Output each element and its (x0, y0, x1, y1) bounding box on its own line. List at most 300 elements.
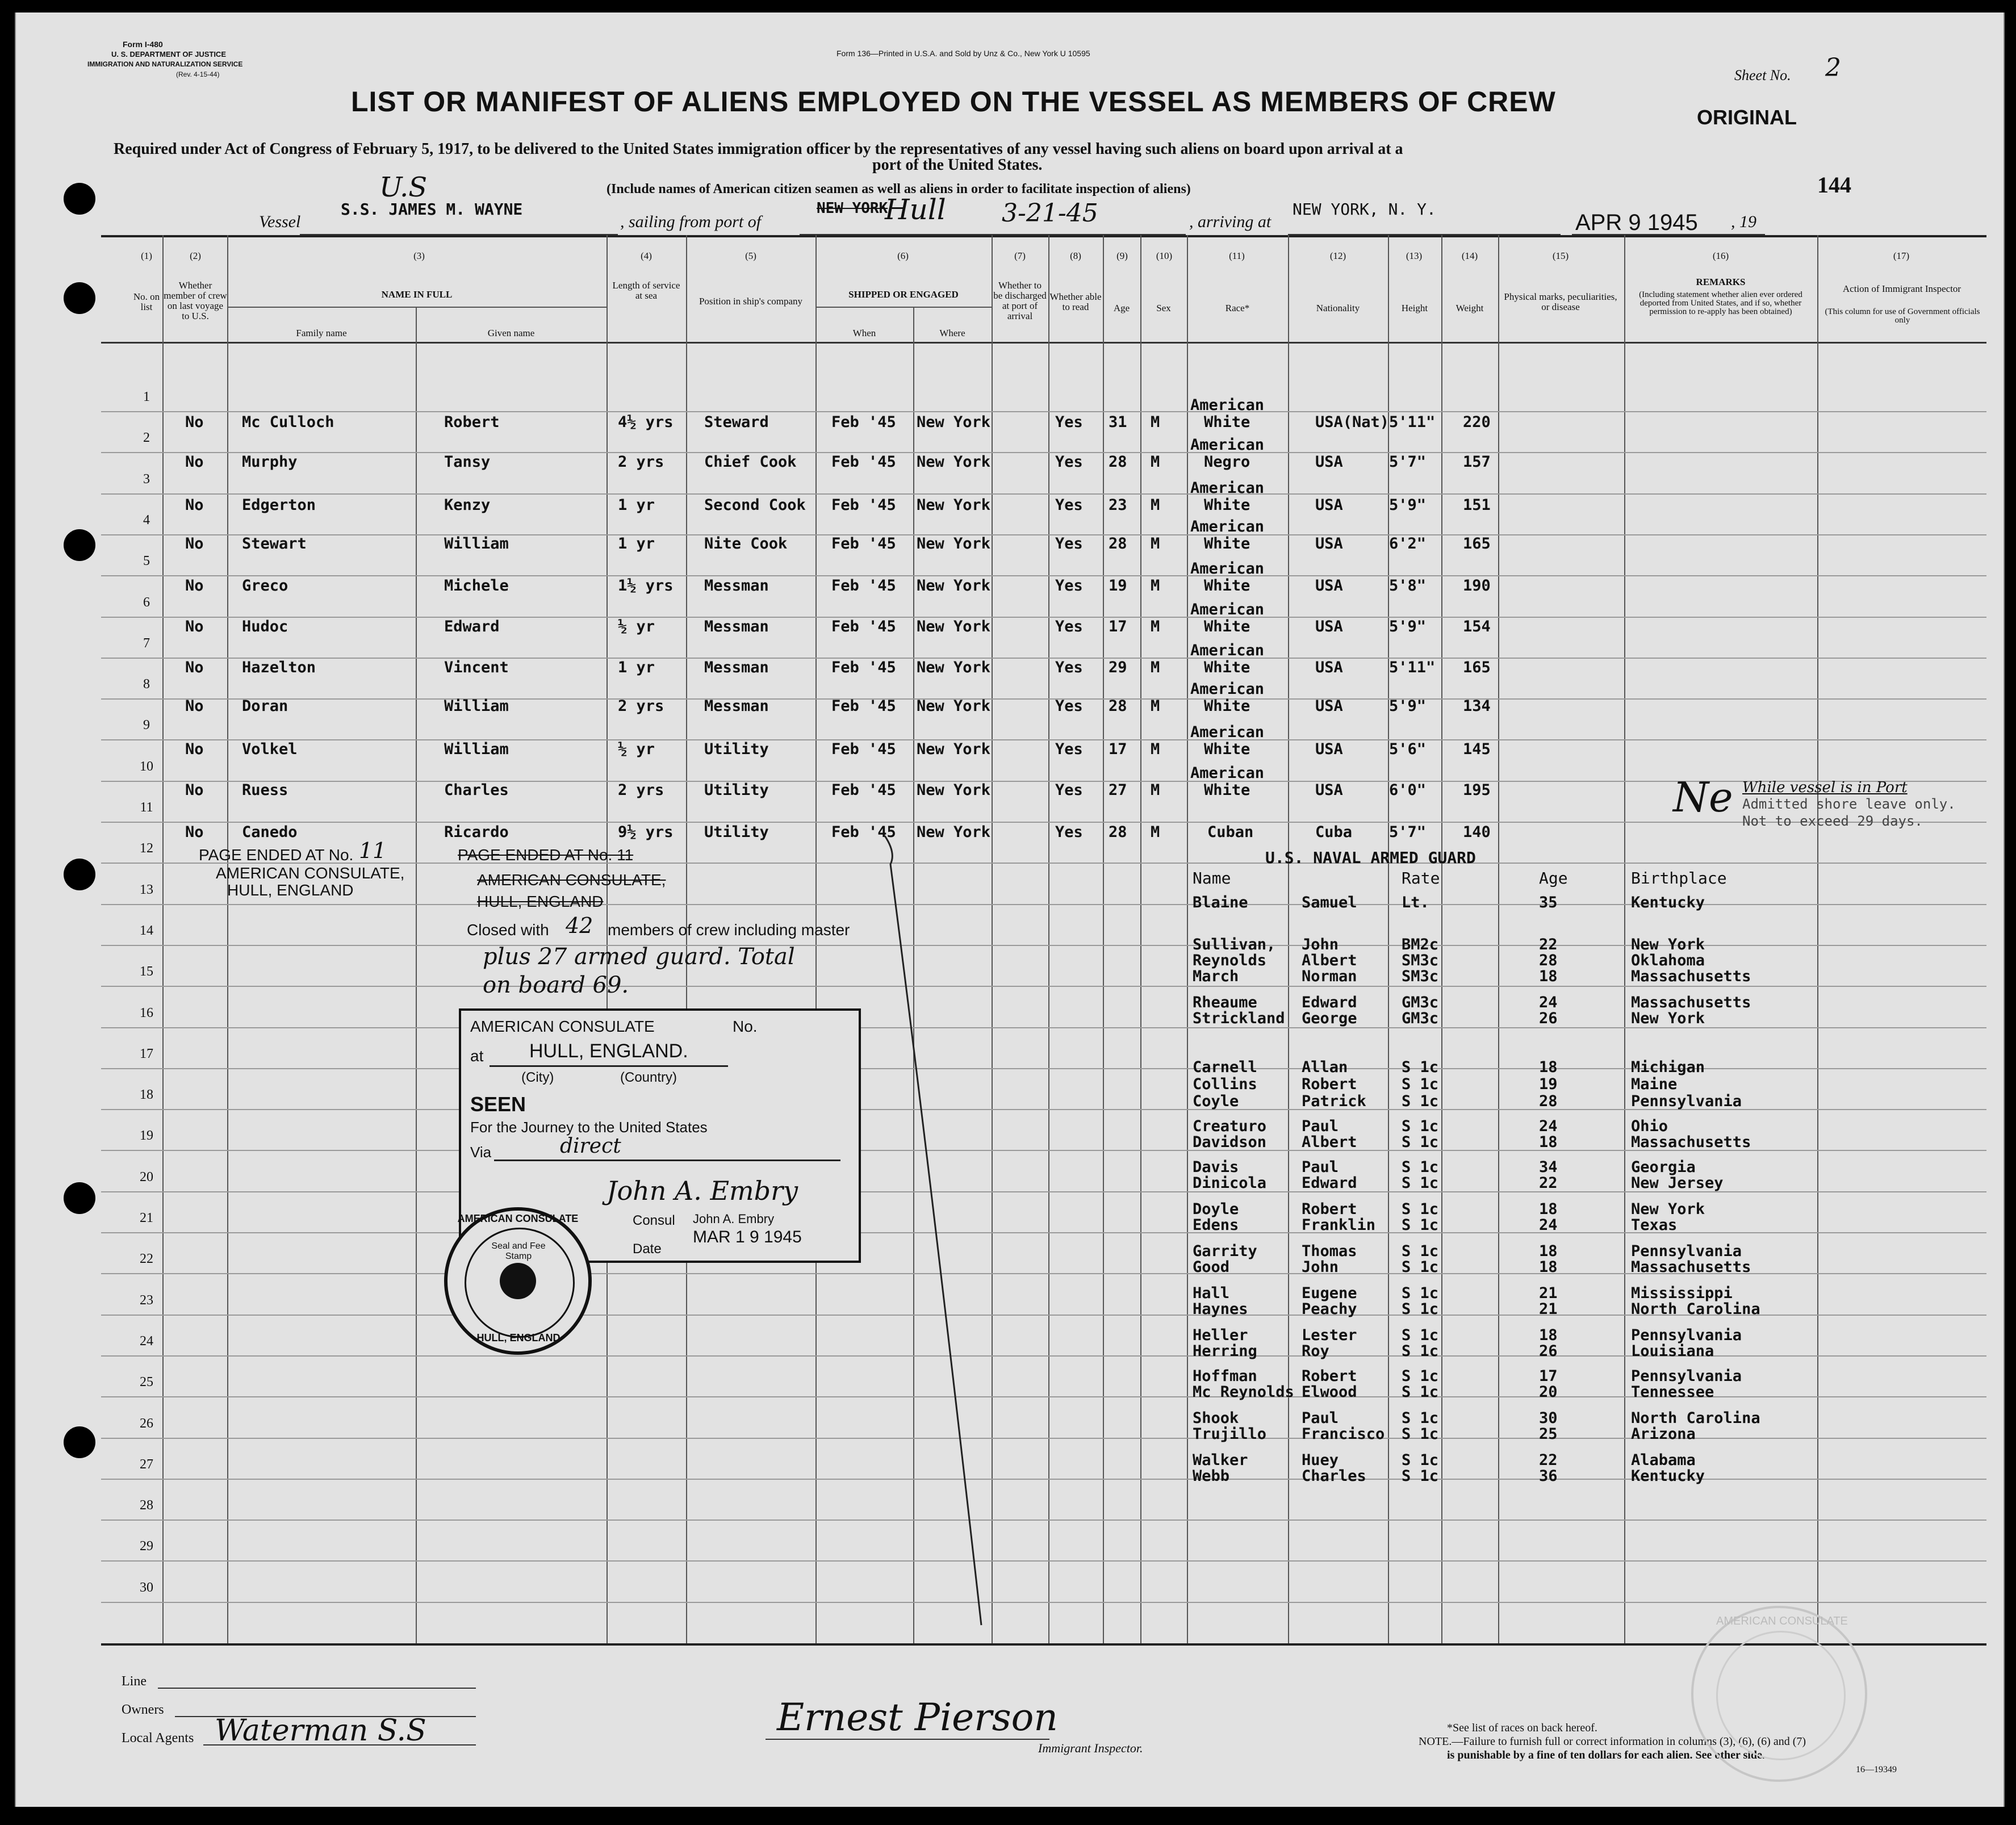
crew-race-line2: White (1204, 740, 1250, 758)
header-nationality: Nationality (1316, 303, 1360, 313)
crew-nationality: USA (1315, 740, 1343, 758)
embossed-seal-text: AMERICAN CONSULATE (1716, 1615, 1848, 1627)
guard-birthplace: Maine (1631, 1075, 1678, 1093)
guard-family-name: Collins (1193, 1075, 1257, 1093)
row-rule (101, 411, 1986, 412)
header-height: Height (1401, 303, 1428, 313)
crew-last-voyage: No (185, 413, 204, 431)
crew-family-name: Ruess (242, 781, 288, 799)
crew-read: Yes (1055, 577, 1083, 595)
crew-sex: M (1151, 453, 1160, 471)
guard-rate: S 1c (1402, 1133, 1439, 1151)
printer-note: Form 136—Printed in U.S.A. and Sold by Unz & Co., New York U 10595 (836, 49, 1090, 58)
colnum: (2) (190, 250, 201, 261)
guard-age: 19 (1539, 1075, 1558, 1093)
line-number: 3 (143, 472, 150, 487)
guard-age: 17 (1539, 1367, 1558, 1385)
crew-position: Utility (704, 740, 769, 758)
guard-given-name: Robert (1302, 1367, 1357, 1385)
guard-age: 21 (1539, 1284, 1558, 1302)
guard-rate: S 1c (1402, 1451, 1439, 1469)
crew-nationality: USA (1315, 453, 1343, 471)
crew-race-line1: American (1190, 396, 1265, 414)
colnum: (16) (1712, 250, 1729, 261)
guard-family-name: Dinicola (1193, 1174, 1267, 1192)
header-where: Where (939, 328, 965, 338)
crew-given-name: Kenzy (444, 496, 491, 514)
crew-nationality: USA(Nat) (1315, 413, 1390, 431)
guard-age: 26 (1539, 1342, 1558, 1360)
guard-birthplace: Texas (1631, 1216, 1678, 1234)
guard-rate: S 1c (1402, 1075, 1439, 1093)
crew-sex: M (1151, 823, 1160, 841)
guard-birthplace: Tennessee (1631, 1383, 1714, 1401)
crew-read: Yes (1055, 535, 1083, 552)
footer-line-label: Line (122, 1674, 147, 1689)
inspector-label: Immigrant Inspector. (1038, 1741, 1143, 1755)
crew-height: 5'11" (1389, 659, 1436, 676)
stamp-city: (City) (521, 1070, 554, 1085)
crew-race-line2: Negro (1204, 453, 1250, 471)
crew-where: New York (917, 496, 991, 514)
guard-age: 34 (1539, 1158, 1558, 1176)
crew-when: Feb '45 (831, 496, 896, 514)
line-number: 13 (140, 882, 153, 897)
footer-note-fine: is punishable by a fine of ten dollars for each alien. See other side. (1447, 1749, 1765, 1761)
line-number: 5 (143, 554, 150, 568)
crew-weight: 195 (1463, 781, 1491, 799)
stamp-country: (Country) (620, 1070, 677, 1085)
crew-service: ½ yr (618, 618, 655, 635)
guard-rate: S 1c (1402, 1216, 1439, 1234)
guard-family-name: Walker (1193, 1451, 1248, 1469)
crew-read: Yes (1055, 781, 1083, 799)
colnum: (5) (745, 250, 756, 261)
guard-birthplace: Ohio (1631, 1117, 1668, 1135)
guard-birthplace: North Carolina (1631, 1409, 1760, 1427)
crew-read: Yes (1055, 413, 1083, 431)
crew-position: Nite Cook (704, 535, 788, 552)
header-discharged: Whether to be discharged at port of arrival (993, 280, 1047, 321)
guard-family-name: Reynolds (1193, 952, 1267, 969)
colnum: (11) (1229, 250, 1245, 261)
crew-where: New York (917, 823, 991, 841)
closed-number: 42 (566, 913, 593, 938)
row-rule (101, 575, 1986, 576)
crew-service: 2 yrs (618, 453, 664, 471)
footer-code: 16—19349 (1856, 1765, 1897, 1774)
header-name-in-full: NAME IN FULL (381, 289, 453, 300)
header-able-to-read: Whether able to read (1049, 291, 1102, 312)
guard-given-name: Albert (1302, 952, 1357, 969)
crew-nationality: USA (1315, 535, 1343, 552)
year-suffix: , 19 (1731, 212, 1756, 231)
crew-last-voyage: No (185, 496, 204, 514)
guard-birthplace: New York (1631, 1010, 1705, 1027)
guard-header-name: Name (1193, 869, 1231, 888)
page-ended-consulate: AMERICAN CONSULATE, (216, 864, 405, 882)
crew-height: 6'2" (1389, 535, 1427, 552)
guard-rate: S 1c (1402, 1242, 1439, 1260)
crew-when: Feb '45 (831, 697, 896, 715)
guard-birthplace: Pennsylvania (1631, 1093, 1742, 1110)
crew-when: Feb '45 (831, 740, 896, 758)
armed-guard-title: U.S. NAVAL ARMED GUARD (1265, 848, 1476, 867)
crew-read: Yes (1055, 740, 1083, 758)
crew-race-line1: American (1190, 723, 1265, 741)
crew-family-name: Stewart (242, 535, 307, 552)
crew-sex: M (1151, 413, 1160, 431)
crew-where: New York (917, 659, 991, 676)
guard-rate: S 1c (1402, 1200, 1439, 1218)
stamp-via-hand: direct (560, 1135, 621, 1158)
crew-service: 1 yr (618, 496, 655, 514)
guard-age: 35 (1539, 894, 1558, 911)
crew-age: 19 (1109, 577, 1127, 595)
crew-read: Yes (1055, 823, 1083, 841)
guard-given-name: Patrick (1302, 1093, 1366, 1110)
closed-label: Closed with (467, 921, 549, 939)
footer-owners-label: Owners (122, 1702, 164, 1717)
include-note: (Include names of American citizen seamen as well as aliens in order to facilitate inspection of aliens) (607, 182, 1191, 196)
crew-weight: 190 (1463, 577, 1491, 595)
guard-given-name: Norman (1302, 968, 1357, 985)
closed-rest: members of crew including master (608, 921, 850, 939)
guard-birthplace: Kentucky (1631, 894, 1705, 911)
guard-age: 20 (1539, 1383, 1558, 1401)
guard-birthplace: Oklahoma (1631, 952, 1705, 969)
guard-family-name: Carnell (1193, 1058, 1257, 1076)
crew-where: New York (917, 697, 991, 715)
crew-where: New York (917, 577, 991, 595)
header-shipped: SHIPPED OR ENGAGED (848, 289, 959, 300)
guard-rate: S 1c (1402, 1467, 1439, 1485)
crew-family-name: Greco (242, 577, 288, 595)
guard-given-name: Peachy (1302, 1300, 1357, 1318)
guard-rate: S 1c (1402, 1174, 1439, 1192)
crew-height: 5'9" (1389, 697, 1427, 715)
guard-birthplace: Louisiana (1631, 1342, 1714, 1360)
punch-hole (64, 1426, 95, 1458)
crew-service: 1 yr (618, 659, 655, 676)
crew-sex: M (1151, 496, 1160, 514)
crew-race-line2: White (1204, 659, 1250, 676)
punch-hole (64, 282, 95, 314)
colnum: (10) (1156, 250, 1173, 261)
guard-birthplace: Massachusetts (1631, 1133, 1751, 1151)
crew-age: 28 (1109, 697, 1127, 715)
crew-race-line1: American (1190, 642, 1265, 659)
guard-rate: BM2c (1402, 936, 1439, 953)
guard-rate: S 1c (1402, 1326, 1439, 1344)
crew-when: Feb '45 (831, 659, 896, 676)
header-action-note: (This column for use of Government officials only (1825, 307, 1980, 325)
page-number: 144 (1817, 172, 1851, 198)
guard-age: 28 (1539, 1093, 1558, 1110)
line-number: 19 (140, 1128, 153, 1143)
crew-last-voyage: No (185, 618, 204, 635)
guard-given-name: Edward (1302, 994, 1357, 1011)
guard-given-name: Allan (1302, 1058, 1348, 1076)
colnum: (12) (1329, 250, 1346, 261)
embossed-seal (1691, 1606, 1867, 1782)
crew-weight: 165 (1463, 535, 1491, 552)
guard-family-name: Creaturo (1193, 1117, 1267, 1135)
guard-given-name: Thomas (1302, 1242, 1357, 1260)
crew-position: Messman (704, 659, 769, 676)
line-number: 14 (140, 923, 153, 938)
crew-given-name: William (444, 740, 509, 758)
crew-sex: M (1151, 659, 1160, 676)
header-remarks: REMARKS (1696, 277, 1746, 287)
line-number: 15 (140, 964, 153, 979)
crew-height: 5'6" (1389, 740, 1427, 758)
crew-service: 2 yrs (618, 781, 664, 799)
crew-weight: 145 (1463, 740, 1491, 758)
required-text-1: Required under Act of Congress of February 5, 1917, to be delivered to the United States immigration officer by the representatives of any vessel having such aliens on board upon arrival at a (114, 140, 1403, 158)
row-rule (101, 822, 1986, 823)
colnum: (9) (1116, 250, 1128, 261)
arriving-port: NEW YORK, N. Y. (1293, 200, 1436, 219)
crew-position: Steward (704, 413, 769, 431)
guard-given-name: Charles (1302, 1467, 1366, 1485)
form-title: LIST OR MANIFEST OF ALIENS EMPLOYED ON THE VESSEL AS MEMBERS OF CREW (351, 86, 1556, 118)
crew-family-name: Hudoc (242, 618, 288, 635)
vessel-name: S.S. JAMES M. WAYNE (341, 200, 523, 219)
stamp-at: at (470, 1047, 484, 1065)
page-ended-struck: PAGE ENDED AT No. 11 (458, 846, 634, 864)
row-rule (101, 1027, 1986, 1028)
crew-age: 31 (1109, 413, 1127, 431)
crew-age: 17 (1109, 618, 1127, 635)
header-sex: Sex (1156, 303, 1171, 313)
guard-given-name: George (1302, 1010, 1357, 1027)
total-on-board: on board 69. (483, 972, 629, 998)
page-ended-label: PAGE ENDED AT No. (199, 846, 354, 864)
guard-family-name: Herring (1193, 1342, 1257, 1360)
row-rule (101, 1232, 1986, 1233)
guard-family-name: Haynes (1193, 1300, 1248, 1318)
guard-rate: GM3c (1402, 994, 1439, 1011)
line-number: 6 (143, 595, 150, 610)
line-number: 20 (140, 1170, 153, 1184)
crew-race-line2: White (1204, 781, 1250, 799)
place-struck: HULL, ENGLAND (477, 893, 604, 910)
line-number: 10 (140, 759, 153, 774)
port-hull: Hull (885, 193, 946, 226)
crew-race-line1: American (1190, 764, 1265, 782)
guard-given-name: Franklin (1302, 1216, 1376, 1234)
guard-age: 18 (1539, 1200, 1558, 1218)
guard-header-rate: Rate (1402, 869, 1440, 888)
crew-service: 1 yr (618, 535, 655, 552)
crew-last-voyage: No (185, 740, 204, 758)
guard-given-name: Francisco (1302, 1425, 1385, 1443)
guard-birthplace: North Carolina (1631, 1300, 1760, 1318)
remarks-shore-leave: Admitted shore leave only. (1742, 796, 1956, 812)
stamp-date: MAR 1 9 1945 (693, 1228, 802, 1246)
guard-given-name: Albert (1302, 1133, 1357, 1151)
crew-position: Utility (704, 781, 769, 799)
guard-age: 25 (1539, 1425, 1558, 1443)
guard-rate: S 1c (1402, 1409, 1439, 1427)
crew-where: New York (917, 781, 991, 799)
page-ended-number: 11 (359, 838, 387, 863)
crew-last-voyage: No (185, 781, 204, 799)
crew-where: New York (917, 740, 991, 758)
guard-birthplace: Massachusetts (1631, 968, 1751, 985)
row-rule (101, 534, 1986, 535)
crew-family-name: Hazelton (242, 659, 316, 676)
line-number: 16 (140, 1006, 153, 1020)
crew-weight: 140 (1463, 823, 1491, 841)
guard-age: 18 (1539, 1242, 1558, 1260)
line-number: 22 (140, 1251, 153, 1266)
guard-header-birthplace: Birthplace (1631, 869, 1727, 888)
crew-read: Yes (1055, 618, 1083, 635)
line-number: 11 (140, 800, 153, 815)
guard-age: 24 (1539, 1216, 1558, 1234)
service: IMMIGRATION AND NATURALIZATION SERVICE (87, 60, 243, 68)
crew-nationality: USA (1315, 496, 1343, 514)
crew-height: 5'7" (1389, 823, 1427, 841)
guard-age: 30 (1539, 1409, 1558, 1427)
colnum: (3) (413, 250, 425, 261)
guard-family-name: Doyle (1193, 1200, 1239, 1218)
punch-hole (64, 859, 95, 890)
guard-birthplace: Kentucky (1631, 1467, 1705, 1485)
guard-rate: S 1c (1402, 1117, 1439, 1135)
crew-race-line2: White (1204, 697, 1250, 715)
row-rule (101, 1560, 1986, 1562)
crew-given-name: Vincent (444, 659, 509, 676)
row-rule (101, 739, 1986, 740)
crew-sex: M (1151, 740, 1160, 758)
stamp-consul: Consul (633, 1213, 675, 1228)
crew-race-line1: American (1190, 479, 1265, 497)
crew-nationality: USA (1315, 577, 1343, 595)
crew-age: 28 (1109, 453, 1127, 471)
crew-sex: M (1151, 618, 1160, 635)
crew-when: Feb '45 (831, 535, 896, 552)
guard-rate: SM3c (1402, 952, 1439, 969)
crew-weight: 134 (1463, 697, 1491, 715)
guard-given-name: Edward (1302, 1174, 1357, 1192)
crew-given-name: Robert (444, 413, 500, 431)
crew-nationality: USA (1315, 697, 1343, 715)
crew-where: New York (917, 618, 991, 635)
crew-race-line2: White (1204, 535, 1250, 552)
header-weight: Weight (1455, 303, 1484, 313)
guard-family-name: Garrity (1193, 1242, 1257, 1260)
line-number: 24 (140, 1334, 153, 1349)
crew-last-voyage: No (185, 697, 204, 715)
guard-family-name: Davis (1193, 1158, 1239, 1176)
guard-family-name: Trujillo (1193, 1425, 1267, 1443)
line-number: 12 (140, 841, 153, 856)
guard-birthplace: Arizona (1631, 1425, 1696, 1443)
header-race: Race* (1225, 303, 1250, 313)
stamp-place: HULL, ENGLAND. (529, 1040, 688, 1062)
crew-height: 5'9" (1389, 496, 1427, 514)
guard-birthplace: Pennsylvania (1631, 1326, 1742, 1344)
stamp-date-label: Date (633, 1241, 662, 1257)
row-rule (101, 698, 1986, 700)
crew-nationality: USA (1315, 659, 1343, 676)
stamp-via: Via (470, 1144, 492, 1161)
line-number: 29 (140, 1539, 153, 1554)
port-struck: NEW YORK (817, 200, 888, 217)
line-number: 17 (140, 1047, 153, 1061)
crew-sex: M (1151, 697, 1160, 715)
colnum: (13) (1406, 250, 1423, 261)
seal-bottom-text: HULL, ENGLAND (476, 1332, 561, 1343)
guard-rate: GM3c (1402, 1010, 1439, 1027)
crew-race-line1: American (1190, 518, 1265, 535)
crew-nationality: Cuba (1315, 823, 1353, 841)
crew-height: 6'0" (1389, 781, 1427, 799)
crew-sex: M (1151, 781, 1160, 799)
guard-given-name: Roy (1302, 1342, 1329, 1360)
guard-birthplace: New Jersey (1631, 1174, 1724, 1192)
row-rule (101, 986, 1986, 987)
guard-birthplace: Massachusetts (1631, 994, 1751, 1011)
stamp-no: No. (733, 1018, 758, 1035)
guard-given-name: Eugene (1302, 1284, 1357, 1302)
guard-birthplace: Michigan (1631, 1058, 1705, 1076)
department: U. S. DEPARTMENT OF JUSTICE (111, 50, 226, 58)
guard-rate: S 1c (1402, 1425, 1439, 1443)
crew-position: Messman (704, 697, 769, 715)
crew-given-name: Charles (444, 781, 509, 799)
guard-rate: S 1c (1402, 1342, 1439, 1360)
guard-age: 18 (1539, 1133, 1558, 1151)
crew-age: 28 (1109, 823, 1127, 841)
crew-given-name: William (444, 535, 509, 552)
crew-last-voyage: No (185, 453, 204, 471)
guard-given-name: Paul (1302, 1158, 1339, 1176)
header-family-name: Family name (296, 328, 347, 338)
punch-hole (64, 183, 95, 215)
page-ended-place: HULL, ENGLAND (227, 881, 354, 899)
guard-birthplace: Mississippi (1631, 1284, 1733, 1302)
crew-where: New York (917, 535, 991, 552)
guard-age: 22 (1539, 1174, 1558, 1192)
guard-rate: S 1c (1402, 1367, 1439, 1385)
crew-weight: 154 (1463, 618, 1491, 635)
crew-service: 2 yrs (618, 697, 664, 715)
line-number: 26 (140, 1416, 153, 1431)
guard-rate: S 1c (1402, 1284, 1439, 1302)
crew-given-name: Tansy (444, 453, 491, 471)
guard-header-age: Age (1539, 869, 1568, 888)
guard-family-name: Rheaume (1193, 994, 1257, 1011)
row-rule (101, 452, 1986, 453)
guard-age: 26 (1539, 1010, 1558, 1027)
crew-sex: M (1151, 535, 1160, 552)
consulate-struck: AMERICAN CONSULATE, (477, 871, 666, 889)
footer-agents-hand: Waterman S.S (215, 1714, 426, 1748)
guard-age: 22 (1539, 936, 1558, 953)
crew-height: 5'11" (1389, 413, 1436, 431)
crew-where: New York (917, 453, 991, 471)
crew-where: New York (917, 413, 991, 431)
guard-birthplace: New York (1631, 936, 1705, 953)
header-given-name: Given name (487, 328, 535, 338)
consulate-seal (444, 1207, 592, 1355)
vessel-label: Vessel (259, 212, 301, 231)
revision: (Rev. 4-15-44) (176, 70, 220, 78)
